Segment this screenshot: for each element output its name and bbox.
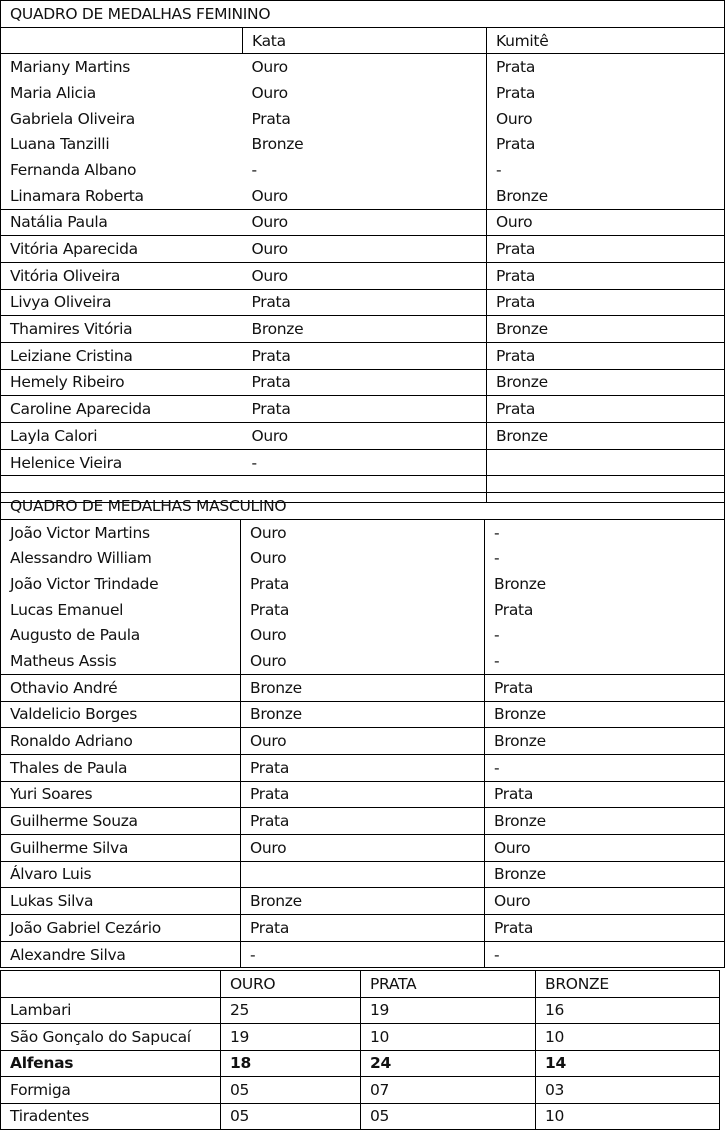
kata-medal: Ouro	[243, 262, 487, 289]
male-row	[1, 597, 725, 623]
female-row	[1, 423, 725, 450]
male-row	[1, 648, 725, 674]
kata-medal: Bronze	[241, 701, 485, 728]
male-row	[1, 545, 725, 571]
kata-medal: Ouro	[241, 648, 485, 674]
female-header-kumite: Kumitê	[487, 27, 725, 54]
kata-medal: Ouro	[243, 236, 487, 263]
female-header-kata: Kata	[243, 27, 487, 54]
kata-medal: Ouro	[243, 423, 487, 450]
kumite-medal: Prata	[487, 262, 725, 289]
totals-header-bronze: BRONZE	[536, 971, 720, 998]
kumite-medal: Bronze	[485, 571, 725, 597]
female-row	[1, 396, 725, 423]
athlete-name: Lucas Emanuel	[1, 597, 241, 623]
kata-medal: -	[251, 160, 257, 179]
kata-medal: Ouro	[241, 545, 485, 571]
female-header-name	[1, 27, 243, 54]
male-row	[1, 754, 725, 781]
totals-header-prata: PRATA	[361, 971, 536, 998]
ouro-count: 05	[221, 1077, 361, 1104]
prata-count: 24	[361, 1050, 536, 1077]
athlete-name: Helenice Vieira	[1, 449, 243, 476]
kata-medal: Ouro	[251, 58, 288, 77]
athlete-name: Vitória Aparecida	[1, 236, 243, 263]
kumite-medal: Bronze	[485, 808, 725, 835]
kumite-medal: -	[485, 519, 725, 545]
totals-row	[1, 1103, 720, 1130]
male-row	[1, 674, 725, 701]
kumite-medal: -	[487, 157, 725, 183]
athlete-name: Lukas Silva	[1, 888, 241, 915]
kata-medal: Prata	[243, 342, 487, 369]
kata-medal: Ouro	[251, 186, 288, 205]
kata-medal: Ouro	[243, 209, 487, 236]
ouro-count: 19	[221, 1024, 361, 1051]
male-row	[1, 701, 725, 728]
kata-medal: Prata	[243, 369, 487, 396]
kata-medal: Prata	[243, 396, 487, 423]
male-title-row	[1, 493, 725, 520]
kumite-medal: Prata	[485, 674, 725, 701]
athlete-name: Natália Paula	[1, 209, 243, 236]
ouro-count: 18	[221, 1050, 361, 1077]
kumite-medal: Bronze	[485, 701, 725, 728]
female-header-row	[1, 27, 725, 54]
kumite-medal: Bronze	[485, 861, 725, 888]
kumite-medal: Prata	[487, 289, 725, 316]
kumite-medal: Bronze	[487, 316, 725, 343]
prata-count: 10	[361, 1024, 536, 1051]
bronze-count: 14	[536, 1050, 720, 1077]
athlete-name: Thales de Paula	[1, 754, 241, 781]
kata-medal: Bronze	[241, 674, 485, 701]
kumite-medal: Prata	[487, 236, 725, 263]
bronze-count: 03	[536, 1077, 720, 1104]
kata-medal: Bronze	[251, 135, 304, 154]
kumite-medal: Ouro	[485, 888, 725, 915]
city-name: Tiradentes	[1, 1103, 221, 1130]
female-row	[1, 54, 725, 80]
city-totals-table	[0, 970, 720, 1130]
kumite-medal: Prata	[487, 342, 725, 369]
kumite-medal: Bronze	[487, 183, 725, 209]
athlete-name: Ronaldo Adriano	[1, 728, 241, 755]
totals-header-row	[1, 971, 720, 998]
kumite-medal: Prata	[485, 781, 725, 808]
athlete-name: Fernanda Albano	[1, 157, 243, 183]
female-medal-table	[0, 0, 725, 503]
kata-medal	[241, 861, 485, 888]
kumite-medal: -	[485, 941, 725, 968]
kumite-medal: -	[485, 545, 725, 571]
female-row	[1, 131, 725, 157]
female-table-title: QUADRO DE MEDALHAS FEMININO	[1, 1, 725, 28]
kumite-medal: -	[485, 622, 725, 648]
city-name: Lambari	[1, 997, 221, 1024]
athlete-name: Alexandre Silva	[1, 941, 241, 968]
male-medal-table	[0, 492, 725, 968]
male-row	[1, 781, 725, 808]
athlete-name: Maria Alicia	[1, 80, 243, 106]
totals-header-city	[1, 971, 221, 998]
athlete-name: Guilherme Souza	[1, 808, 241, 835]
kata-medal: Ouro	[241, 834, 485, 861]
athlete-name: Mariany Martins	[1, 54, 243, 80]
kumite-medal: Prata	[487, 54, 725, 80]
kumite-medal: Prata	[487, 131, 725, 157]
athlete-name: João Victor Martins	[1, 519, 241, 545]
female-row	[1, 80, 725, 106]
bronze-count: 10	[536, 1103, 720, 1130]
female-row	[1, 209, 725, 236]
kata-medal: Ouro	[241, 622, 485, 648]
athlete-name: Vitória Oliveira	[1, 262, 243, 289]
athlete-name: Alessandro William	[1, 545, 241, 571]
female-title-row	[1, 1, 725, 28]
female-row	[1, 106, 725, 132]
kumite-medal: Bronze	[487, 423, 725, 450]
kumite-medal: Prata	[485, 597, 725, 623]
kata-medal: Prata	[251, 109, 291, 128]
kata-medal: -	[243, 449, 487, 476]
athlete-name: Othavio André	[1, 674, 241, 701]
male-row	[1, 915, 725, 942]
athlete-name: Livya Oliveira	[1, 289, 243, 316]
kata-medal: Prata	[243, 289, 487, 316]
female-row	[1, 262, 725, 289]
kata-medal: Prata	[241, 915, 485, 942]
athlete-name: Yuri Soares	[1, 781, 241, 808]
male-row	[1, 861, 725, 888]
male-row	[1, 941, 725, 968]
athlete-name: Gabriela Oliveira	[1, 106, 243, 132]
kata-medal: Prata	[241, 754, 485, 781]
kumite-medal: Ouro	[487, 106, 725, 132]
kata-medal: Prata	[241, 781, 485, 808]
kumite-medal: Ouro	[487, 209, 725, 236]
athlete-name: Augusto de Paula	[1, 622, 241, 648]
athlete-name: Leiziane Cristina	[1, 342, 243, 369]
athlete-name: Hemely Ribeiro	[1, 369, 243, 396]
male-row	[1, 808, 725, 835]
kumite-medal: Bronze	[487, 369, 725, 396]
kata-medal: Prata	[241, 571, 485, 597]
bronze-count: 10	[536, 1024, 720, 1051]
totals-row	[1, 1024, 720, 1051]
kumite-medal: Ouro	[485, 834, 725, 861]
kumite-medal: Prata	[485, 915, 725, 942]
kata-medal: Bronze	[241, 888, 485, 915]
athlete-name: Thamires Vitória	[1, 316, 243, 343]
city-name: Alfenas	[1, 1050, 221, 1077]
female-row	[1, 316, 725, 343]
kata-medal: -	[241, 941, 485, 968]
city-name: Formiga	[1, 1077, 221, 1104]
kumite-medal: Prata	[487, 396, 725, 423]
kumite-medal: -	[485, 754, 725, 781]
female-row	[1, 289, 725, 316]
kata-medal: Ouro	[241, 728, 485, 755]
female-row	[1, 183, 725, 209]
bronze-count: 16	[536, 997, 720, 1024]
city-name: São Gonçalo do Sapucaí	[1, 1024, 221, 1051]
athlete-name: Matheus Assis	[1, 648, 241, 674]
kata-medal: Prata	[241, 597, 485, 623]
kumite-medal: -	[485, 648, 725, 674]
kumite-medal: Bronze	[485, 728, 725, 755]
kata-medal: Prata	[241, 808, 485, 835]
prata-count: 05	[361, 1103, 536, 1130]
athlete-name: Caroline Aparecida	[1, 396, 243, 423]
totals-row	[1, 997, 720, 1024]
totals-row	[1, 1050, 720, 1077]
prata-count: 07	[361, 1077, 536, 1104]
female-row	[1, 157, 725, 183]
female-row	[1, 236, 725, 263]
kata-medal: Ouro	[241, 519, 485, 545]
ouro-count: 05	[221, 1103, 361, 1130]
kata-medal: Ouro	[251, 83, 288, 102]
kumite-medal: Prata	[487, 80, 725, 106]
totals-header-ouro: OURO	[221, 971, 361, 998]
male-table-title: QUADRO DE MEDALHAS MASCULINO	[1, 493, 725, 520]
kumite-medal	[487, 449, 725, 476]
athlete-name: Layla Calori	[1, 423, 243, 450]
prata-count: 19	[361, 997, 536, 1024]
athlete-name: Linamara Roberta	[1, 183, 243, 209]
athlete-name: Guilherme Silva	[1, 834, 241, 861]
ouro-count: 25	[221, 997, 361, 1024]
kata-medal: Bronze	[243, 316, 487, 343]
athlete-name: Álvaro Luis	[1, 861, 241, 888]
male-row	[1, 728, 725, 755]
female-row	[1, 342, 725, 369]
male-row	[1, 519, 725, 545]
athlete-name: João Victor Trindade	[1, 571, 241, 597]
male-row	[1, 622, 725, 648]
female-row	[1, 449, 725, 476]
totals-row	[1, 1077, 720, 1104]
athlete-name: Luana Tanzilli	[1, 131, 243, 157]
male-row	[1, 571, 725, 597]
athlete-name: João Gabriel Cezário	[1, 915, 241, 942]
male-row	[1, 888, 725, 915]
female-row	[1, 369, 725, 396]
athlete-name: Valdelicio Borges	[1, 701, 241, 728]
male-row	[1, 834, 725, 861]
